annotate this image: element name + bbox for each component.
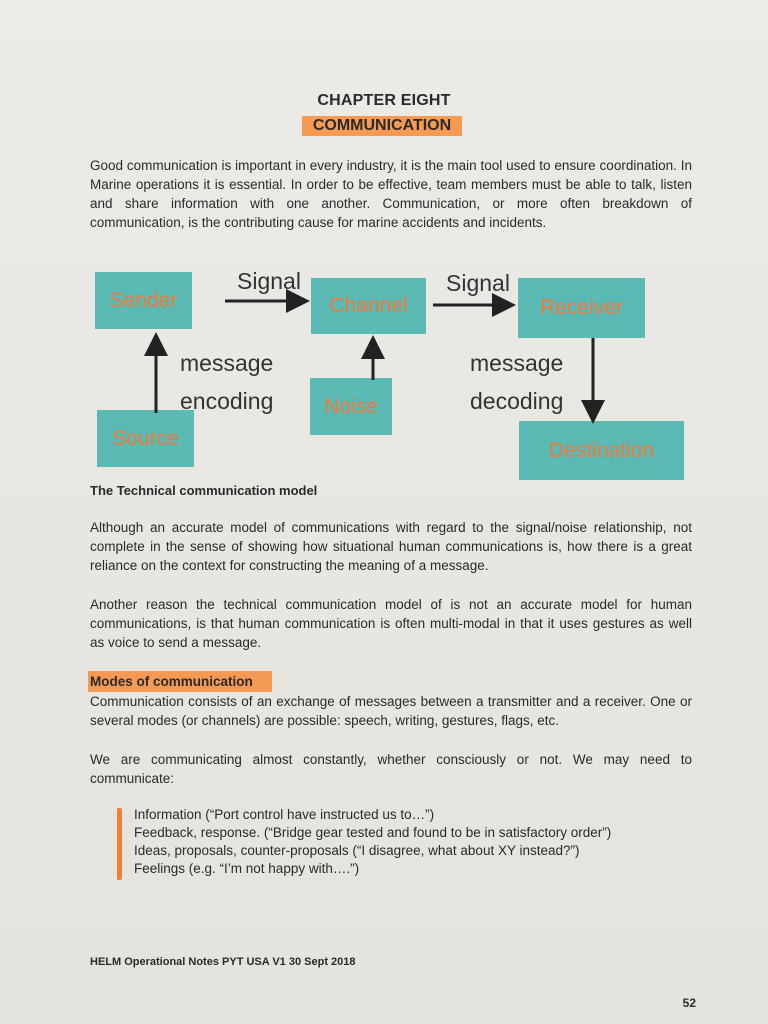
message-label-2: message bbox=[470, 350, 564, 376]
sender-box: Sender bbox=[95, 272, 192, 329]
list-item: Ideas, proposals, counter-proposals (“I disagree, what about XY instead?”) bbox=[134, 843, 580, 858]
modes-heading: Modes of communication bbox=[88, 671, 272, 692]
chapter-title: CHAPTER EIGHT bbox=[317, 92, 451, 109]
destination-box: Destination bbox=[519, 421, 684, 480]
source-box: Source bbox=[97, 410, 194, 467]
message-label-1: message bbox=[180, 350, 274, 376]
receiver-box: Receiver bbox=[518, 278, 645, 338]
channel-box: Channel bbox=[311, 278, 426, 334]
signal-label-2: Signal bbox=[446, 270, 510, 296]
chapter-subtitle: COMMUNICATION bbox=[302, 116, 462, 136]
list-item: Feelings (e.g. “I’m not happy with….”) bbox=[134, 861, 360, 876]
page-number: 52 bbox=[682, 996, 696, 1010]
paragraph-signal-noise: Although an accurate model of communications with regard to the signal/noise relationship, not complete in the sense of showing how situational human communications is, how there is a great reliance on the context for constructing the meaning of a message. bbox=[90, 520, 692, 573]
intro-paragraph: Good communication is important in every industry, it is the main tool used to ensure coordination. In Marine operations it is essential. In order to be effective, team members must be able to talk, listen and share information with one another. Communication, or more often breakdown of communication, is the contributing cause for marine accidents and incidents. bbox=[90, 158, 692, 230]
list-item: Information (“Port control have instructed us to…”) bbox=[134, 807, 435, 822]
modes-paragraph: Communication consists of an exchange of messages between a transmitter and a receiver. One or several modes (or channels) are possible: speech, writing, gestures, flags, etc. bbox=[90, 694, 692, 728]
communication-types-list bbox=[134, 806, 611, 878]
footer-text: HELM Operational Notes PYT USA V1 30 Sept 2018 bbox=[90, 956, 356, 968]
bullet-highlight-bar bbox=[117, 808, 122, 880]
encoding-label: encoding bbox=[180, 388, 274, 414]
diagram-caption: The Technical communication model bbox=[90, 483, 318, 498]
list-item: Feedback, response. (“Bridge gear tested and found to be in satisfactory order”) bbox=[134, 825, 612, 840]
signal-label-1: Signal bbox=[237, 268, 301, 294]
decoding-label: decoding bbox=[470, 388, 564, 414]
noise-box: Noise bbox=[310, 378, 392, 435]
paragraph-multimodal: Another reason the technical communication model of is not an accurate model for human communications, is that human communication is often multi-modal in that it uses gestures as well as voice to send a message. bbox=[90, 597, 692, 650]
modes-paragraph-2: We are communicating almost constantly, whether consciously or not. We may need to communicate: bbox=[90, 752, 692, 786]
